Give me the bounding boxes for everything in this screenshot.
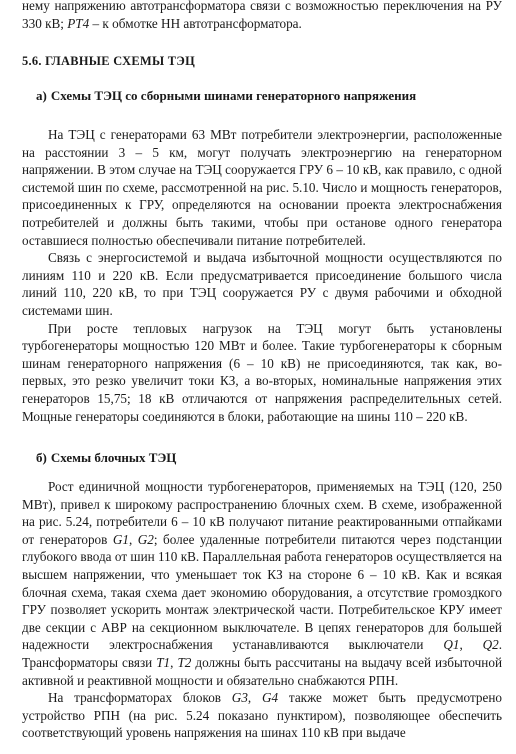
subsection-b-title: Схемы блочных ТЭЦ bbox=[50, 450, 177, 465]
subsection-b-prefix: б) bbox=[36, 450, 47, 465]
paragraph bbox=[22, 689, 502, 742]
text-run: . Трансформаторы связи bbox=[22, 637, 502, 670]
text-run: , bbox=[459, 637, 483, 653]
text-run: также может быть предусмотрено устройство РПН (на рис. 5.24 показано пунктиром), позволяющее обеспечить соответствующий уровень напряжения на шинах 110 кВ при выдаче bbox=[22, 690, 502, 741]
subsection-b-heading bbox=[22, 449, 502, 466]
text-run: На ТЭЦ с генераторами 63 МВт потребители электроэнергии, расположенные на расстоянии 3 – 5 км, могут получать электроэнергию на генераторном напряжении. В этом случае на ТЭЦ сооружается ГРУ 6 – 10 кВ, как правило, с одной системой шин по схеме, рассмотренной на рис. 5.10. Число и мощность генераторов, присоединенных к ГРУ, определяются на основании проекта электроснабжения потребителей и должны быть такими, чтобы при останове одного генератора оставшиеся полностью обеспечивали питание потребителей. bbox=[22, 127, 502, 248]
continuation-paragraph bbox=[22, 0, 502, 32]
italic-designation: G3 bbox=[231, 690, 248, 706]
text-run: ; более удаленные потребители питаются через подстанции глубокого ввода от шин 110 кВ. Параллельная работа генераторов осуществляется на высшем напряжении, что уменьшает ток КЗ на стороне 6 – 10 кВ. Как и всякая блочная схема, такая схема дает экономию оборудования, а отсутствие громоздкого ГРУ позволяет ускорить монтаж электрической части. Потребительское КРУ имеет две секции с АВР на секционном выключателе. В цепях генераторов для большей надежности электроснабжения устанавливаются выключатели bbox=[22, 531, 502, 653]
italic-designation: T1 bbox=[156, 654, 171, 670]
paragraph bbox=[22, 126, 502, 249]
italic-designation: Q2 bbox=[482, 637, 499, 653]
text-run: Связь с энергосистемой и выдача избыточной мощности осуществляются по линиям 110 и 220 кВ. Если предусматривается присоединение большого числа линий 110, 220 кВ, то при ТЭЦ сооружается РУ с двумя рабочими и обходной системами шин. bbox=[22, 250, 502, 318]
text-run: – к обмотке НН автотрансформатора. bbox=[89, 15, 302, 31]
subsection-a-body bbox=[22, 126, 502, 425]
italic-designation: G4 bbox=[262, 690, 279, 706]
text-run: , bbox=[170, 654, 178, 670]
subsection-a-heading bbox=[22, 87, 502, 104]
italic-designation: PT4 bbox=[67, 15, 90, 31]
italic-designation: T2 bbox=[177, 654, 192, 670]
subsection-b-body bbox=[22, 478, 502, 742]
text-run: нему напряжению автотрансформатора связи с возможностью переключения на РУ 330 кВ; bbox=[22, 0, 502, 31]
italic-designation: Q1 bbox=[443, 637, 460, 653]
paragraph bbox=[22, 249, 502, 319]
text-run: Рост единичной мощности турбогенераторов, применяемых на ТЭЦ (120, 250 МВт), привел к широкому распространению блочных схем. В схеме, изображенной на рис. 5.24, потребители 6 – 10 кВ получают питание реактированными отпайками от генераторов bbox=[22, 479, 502, 547]
paragraph bbox=[22, 320, 502, 426]
text-run: , bbox=[128, 531, 138, 547]
text-run: При росте тепловых нагрузок на ТЭЦ могут быть установлены турбогенераторы мощностью 120 МВт и более. Такие турбогенераторы к сборным шинам генераторного напряжения (6 – 10 кВ) не присоединяются, так как, во-первых, это резко увеличит токи КЗ, а во-вторых, номинальные напряжения этих генераторов 15,75; 18 кВ отличаются от напряжения распределительных сетей. Мощные генераторы соединяются в блоки, работающие на шины 110 – 220 кВ. bbox=[22, 320, 502, 424]
text-run: На трансформаторах блоков bbox=[48, 690, 232, 706]
text-run: , bbox=[247, 690, 262, 706]
text-run: должны быть рассчитаны на выдачу всей избыточной активной и реактивной мощности и обязательно снабжаются РПН. bbox=[22, 654, 503, 688]
section-heading: 5.6. ГЛАВНЫЕ СХЕМЫ ТЭЦ bbox=[22, 54, 196, 68]
subsection-a-prefix: а) bbox=[36, 88, 47, 103]
paragraph bbox=[22, 478, 502, 689]
italic-designation: G1 bbox=[112, 531, 129, 547]
italic-designation: G2 bbox=[137, 531, 154, 547]
subsection-a-title: Схемы ТЭЦ со сборными шинами генераторного напряжения bbox=[50, 88, 417, 103]
